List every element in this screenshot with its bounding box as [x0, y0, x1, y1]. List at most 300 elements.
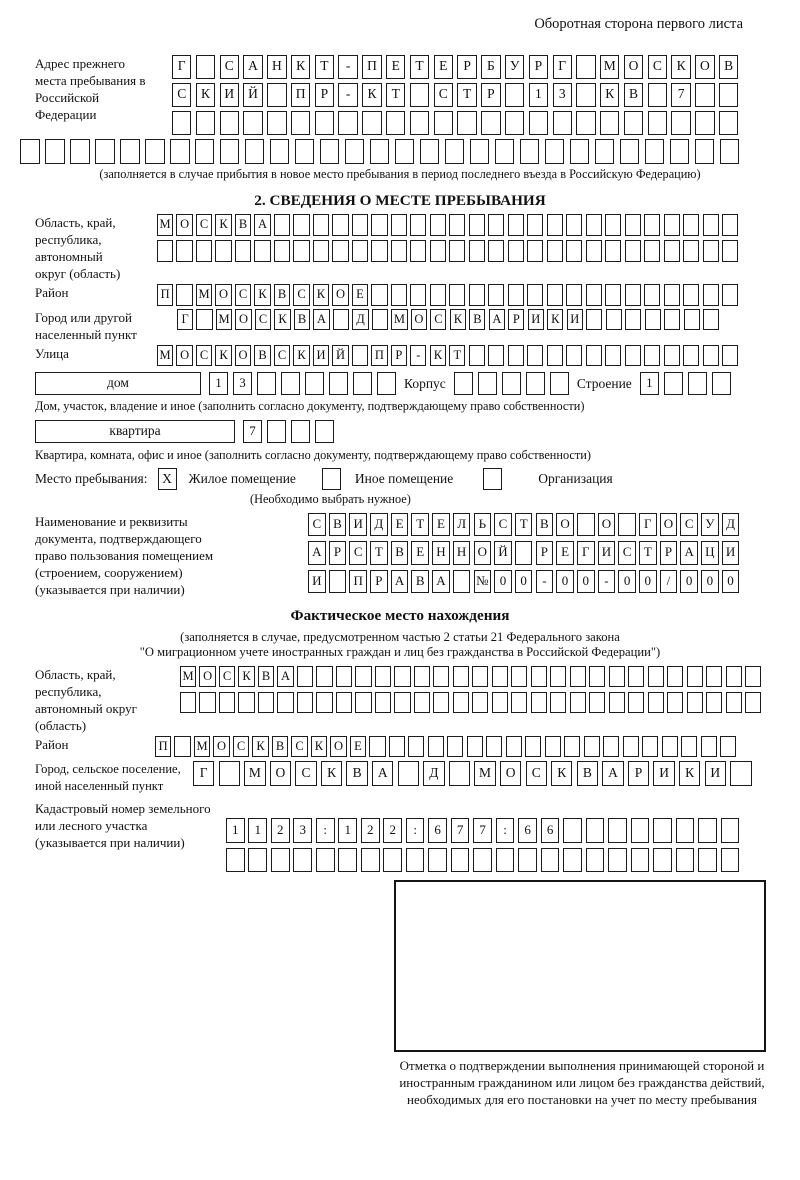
char-cell[interactable]: И	[349, 513, 367, 537]
char-cell[interactable]: 1	[226, 818, 245, 843]
char-cell[interactable]	[706, 666, 722, 688]
char-cell[interactable]: Д	[352, 309, 368, 331]
char-cell[interactable]: У	[701, 513, 719, 537]
char-cell[interactable]	[625, 284, 641, 306]
char-cell[interactable]: Т	[449, 345, 465, 367]
char-cell[interactable]: 1	[338, 818, 357, 843]
char-cell[interactable]: Р	[508, 309, 524, 331]
char-cell[interactable]: М	[157, 214, 173, 236]
char-cell[interactable]	[688, 372, 707, 395]
char-cell[interactable]	[486, 736, 502, 758]
char-cell[interactable]: 7	[451, 818, 470, 843]
char-cell[interactable]	[584, 736, 600, 758]
char-cell[interactable]	[305, 372, 324, 395]
char-cell[interactable]: М	[474, 761, 495, 786]
char-cell[interactable]	[511, 666, 527, 688]
char-cell[interactable]	[570, 692, 586, 714]
char-cell[interactable]: 0	[618, 570, 636, 594]
char-cell[interactable]	[586, 345, 602, 367]
char-cell[interactable]	[410, 111, 429, 135]
char-cell[interactable]: И	[705, 761, 726, 786]
char-cell[interactable]	[642, 736, 658, 758]
char-cell[interactable]	[547, 214, 563, 236]
char-cell[interactable]: О	[176, 345, 192, 367]
char-cell[interactable]	[391, 284, 407, 306]
char-cell[interactable]	[662, 736, 678, 758]
char-cell[interactable]	[576, 55, 595, 79]
char-cell[interactable]: С	[274, 345, 290, 367]
char-cell[interactable]	[706, 692, 722, 714]
char-cell[interactable]: Й	[494, 541, 512, 565]
char-cell[interactable]	[703, 309, 719, 331]
char-cell[interactable]: К	[600, 83, 619, 107]
char-cell[interactable]	[511, 692, 527, 714]
char-cell[interactable]: П	[362, 55, 381, 79]
char-cell[interactable]	[316, 666, 332, 688]
char-cell[interactable]	[605, 345, 621, 367]
char-cell[interactable]: А	[243, 55, 262, 79]
char-cell[interactable]: К	[293, 345, 309, 367]
char-cell[interactable]: К	[679, 761, 700, 786]
char-cell[interactable]	[608, 848, 627, 873]
char-cell[interactable]: Т	[639, 541, 657, 565]
char-cell[interactable]	[525, 736, 541, 758]
char-cell[interactable]	[628, 692, 644, 714]
char-cell[interactable]	[394, 692, 410, 714]
char-cell[interactable]: Т	[386, 83, 405, 107]
char-cell[interactable]: В	[411, 570, 429, 594]
char-cell[interactable]	[681, 736, 697, 758]
char-cell[interactable]	[730, 761, 751, 786]
char-cell[interactable]	[695, 111, 714, 135]
char-cell[interactable]	[352, 214, 368, 236]
char-cell[interactable]	[527, 345, 543, 367]
char-cell[interactable]	[172, 111, 191, 135]
char-cell[interactable]	[595, 139, 615, 164]
char-cell[interactable]: О	[500, 761, 521, 786]
char-cell[interactable]	[430, 214, 446, 236]
char-cell[interactable]: 1	[529, 83, 548, 107]
char-cell[interactable]	[609, 692, 625, 714]
char-cell[interactable]: М	[196, 284, 212, 306]
char-cell[interactable]	[196, 309, 212, 331]
char-cell[interactable]	[220, 139, 240, 164]
char-cell[interactable]: В	[719, 55, 738, 79]
char-cell[interactable]	[722, 345, 738, 367]
char-cell[interactable]: Г	[172, 55, 191, 79]
char-cell[interactable]: Р	[329, 541, 347, 565]
char-cell[interactable]: -	[536, 570, 554, 594]
char-cell[interactable]: С	[295, 761, 316, 786]
char-cell[interactable]	[293, 848, 312, 873]
char-cell[interactable]	[720, 139, 740, 164]
char-cell[interactable]: 6	[541, 818, 560, 843]
char-cell[interactable]: Й	[243, 83, 262, 107]
char-cell[interactable]	[120, 139, 140, 164]
char-cell[interactable]	[664, 372, 683, 395]
char-cell[interactable]	[469, 284, 485, 306]
char-cell[interactable]: 0	[639, 570, 657, 594]
char-cell[interactable]	[518, 848, 537, 873]
char-cell[interactable]	[430, 240, 446, 262]
char-cell[interactable]: 3	[233, 372, 252, 395]
char-cell[interactable]	[433, 666, 449, 688]
char-cell[interactable]: С	[430, 309, 446, 331]
char-cell[interactable]	[631, 848, 650, 873]
char-cell[interactable]: К	[321, 761, 342, 786]
char-cell[interactable]	[180, 692, 196, 714]
char-cell[interactable]: С	[526, 761, 547, 786]
char-cell[interactable]: Е	[391, 513, 409, 537]
char-cell[interactable]: О	[176, 214, 192, 236]
char-cell[interactable]: Е	[350, 736, 366, 758]
char-cell[interactable]	[157, 240, 173, 262]
char-cell[interactable]	[428, 736, 444, 758]
char-cell[interactable]	[667, 666, 683, 688]
char-cell[interactable]	[226, 848, 245, 873]
char-cell[interactable]	[353, 372, 372, 395]
char-cell[interactable]	[472, 692, 488, 714]
char-cell[interactable]: Н	[453, 541, 471, 565]
char-cell[interactable]	[698, 848, 717, 873]
char-cell[interactable]	[726, 692, 742, 714]
char-cell[interactable]	[586, 848, 605, 873]
char-cell[interactable]: С	[293, 284, 309, 306]
char-cell[interactable]	[698, 818, 717, 843]
char-cell[interactable]	[624, 111, 643, 135]
char-cell[interactable]	[371, 240, 387, 262]
char-cell[interactable]	[447, 736, 463, 758]
char-cell[interactable]: Р	[370, 570, 388, 594]
char-cell[interactable]: Д	[423, 761, 444, 786]
char-cell[interactable]	[589, 692, 605, 714]
char-cell[interactable]: -	[598, 570, 616, 594]
char-cell[interactable]	[695, 83, 714, 107]
char-cell[interactable]: В	[258, 666, 274, 688]
char-cell[interactable]	[553, 111, 572, 135]
char-cell[interactable]	[488, 345, 504, 367]
char-cell[interactable]: О	[411, 309, 427, 331]
char-cell[interactable]	[683, 345, 699, 367]
char-cell[interactable]	[170, 139, 190, 164]
char-cell[interactable]: С	[255, 309, 271, 331]
char-cell[interactable]: 0	[556, 570, 574, 594]
char-cell[interactable]: 0	[494, 570, 512, 594]
char-cell[interactable]: /	[660, 570, 678, 594]
char-cell[interactable]	[199, 692, 215, 714]
char-cell[interactable]	[389, 736, 405, 758]
char-cell[interactable]: В	[577, 761, 598, 786]
char-cell[interactable]: 7	[671, 83, 690, 107]
char-cell[interactable]	[701, 736, 717, 758]
char-cell[interactable]	[472, 666, 488, 688]
char-cell[interactable]: С	[196, 345, 212, 367]
char-cell[interactable]	[410, 214, 426, 236]
char-cell[interactable]: К	[671, 55, 690, 79]
char-cell[interactable]	[695, 139, 715, 164]
char-cell[interactable]: Е	[432, 513, 450, 537]
char-cell[interactable]: Р	[529, 55, 548, 79]
char-cell[interactable]	[291, 420, 310, 443]
char-cell[interactable]: Л	[453, 513, 471, 537]
char-cell[interactable]: 6	[518, 818, 537, 843]
char-cell[interactable]: О	[199, 666, 215, 688]
char-cell[interactable]: К	[196, 83, 215, 107]
char-cell[interactable]	[618, 513, 636, 537]
char-cell[interactable]	[644, 345, 660, 367]
char-cell[interactable]: -	[410, 345, 426, 367]
char-cell[interactable]: Т	[457, 83, 476, 107]
char-cell[interactable]	[336, 666, 352, 688]
char-cell[interactable]	[277, 692, 293, 714]
char-cell[interactable]: П	[349, 570, 367, 594]
char-cell[interactable]: А	[680, 541, 698, 565]
char-cell[interactable]: А	[602, 761, 623, 786]
char-cell[interactable]	[620, 139, 640, 164]
char-cell[interactable]	[586, 818, 605, 843]
char-cell[interactable]	[291, 111, 310, 135]
char-cell[interactable]	[676, 818, 695, 843]
char-cell[interactable]: О	[235, 309, 251, 331]
char-cell[interactable]: М	[244, 761, 265, 786]
char-cell[interactable]	[527, 240, 543, 262]
char-cell[interactable]	[145, 139, 165, 164]
char-cell[interactable]	[576, 83, 595, 107]
char-cell[interactable]: С	[680, 513, 698, 537]
char-cell[interactable]	[313, 214, 329, 236]
char-cell[interactable]	[428, 848, 447, 873]
char-cell[interactable]	[297, 666, 313, 688]
char-cell[interactable]: С	[434, 83, 453, 107]
char-cell[interactable]: А	[277, 666, 293, 688]
char-cell[interactable]	[687, 692, 703, 714]
char-cell[interactable]	[176, 284, 192, 306]
char-cell[interactable]: В	[294, 309, 310, 331]
char-cell[interactable]	[541, 848, 560, 873]
char-cell[interactable]	[745, 666, 761, 688]
char-cell[interactable]	[332, 214, 348, 236]
char-cell[interactable]	[220, 111, 239, 135]
char-cell[interactable]	[531, 666, 547, 688]
char-cell[interactable]	[453, 666, 469, 688]
char-cell[interactable]: И	[598, 541, 616, 565]
char-cell[interactable]	[383, 848, 402, 873]
char-cell[interactable]: М	[216, 309, 232, 331]
char-cell[interactable]	[454, 372, 473, 395]
char-cell[interactable]	[45, 139, 65, 164]
char-cell[interactable]	[605, 284, 621, 306]
char-cell[interactable]: М	[391, 309, 407, 331]
char-cell[interactable]	[586, 240, 602, 262]
char-cell[interactable]	[433, 692, 449, 714]
char-cell[interactable]	[644, 214, 660, 236]
char-cell[interactable]: И	[220, 83, 239, 107]
char-cell[interactable]	[664, 309, 680, 331]
char-cell[interactable]	[449, 284, 465, 306]
char-cell[interactable]: О	[332, 284, 348, 306]
checkbox-other-premises[interactable]	[322, 468, 341, 490]
char-cell[interactable]: С	[220, 55, 239, 79]
char-cell[interactable]	[684, 309, 700, 331]
char-cell[interactable]	[297, 692, 313, 714]
char-cell[interactable]: :	[406, 818, 425, 843]
char-cell[interactable]	[370, 139, 390, 164]
char-cell[interactable]: К	[430, 345, 446, 367]
char-cell[interactable]: А	[432, 570, 450, 594]
char-cell[interactable]	[271, 848, 290, 873]
char-cell[interactable]	[391, 240, 407, 262]
char-cell[interactable]	[531, 692, 547, 714]
char-cell[interactable]	[603, 736, 619, 758]
char-cell[interactable]: К	[291, 55, 310, 79]
char-cell[interactable]	[267, 83, 286, 107]
char-cell[interactable]	[671, 111, 690, 135]
char-cell[interactable]	[394, 666, 410, 688]
char-cell[interactable]: :	[316, 818, 335, 843]
char-cell[interactable]: П	[291, 83, 310, 107]
char-cell[interactable]	[745, 692, 761, 714]
char-cell[interactable]	[648, 666, 664, 688]
char-cell[interactable]	[414, 692, 430, 714]
char-cell[interactable]: С	[308, 513, 326, 537]
char-cell[interactable]: С	[196, 214, 212, 236]
char-cell[interactable]	[257, 372, 276, 395]
char-cell[interactable]	[362, 111, 381, 135]
char-cell[interactable]	[712, 372, 731, 395]
char-cell[interactable]: С	[219, 666, 235, 688]
char-cell[interactable]	[492, 666, 508, 688]
char-cell[interactable]: Е	[411, 541, 429, 565]
char-cell[interactable]: О	[556, 513, 574, 537]
checkbox-organization[interactable]	[483, 468, 502, 490]
char-cell[interactable]: 0	[515, 570, 533, 594]
char-cell[interactable]	[719, 111, 738, 135]
char-cell[interactable]	[586, 214, 602, 236]
char-cell[interactable]: К	[450, 309, 466, 331]
char-cell[interactable]	[410, 83, 429, 107]
char-cell[interactable]	[676, 848, 695, 873]
char-cell[interactable]: Е	[352, 284, 368, 306]
char-cell[interactable]	[515, 541, 533, 565]
char-cell[interactable]	[623, 736, 639, 758]
char-cell[interactable]: М	[157, 345, 173, 367]
char-cell[interactable]: И	[313, 345, 329, 367]
char-cell[interactable]	[683, 284, 699, 306]
char-cell[interactable]	[550, 666, 566, 688]
char-cell[interactable]	[449, 761, 470, 786]
char-cell[interactable]: О	[330, 736, 346, 758]
char-cell[interactable]	[566, 284, 582, 306]
char-cell[interactable]: 1	[248, 818, 267, 843]
char-cell[interactable]: Т	[411, 513, 429, 537]
char-cell[interactable]: О	[474, 541, 492, 565]
char-cell[interactable]	[664, 214, 680, 236]
char-cell[interactable]	[196, 55, 215, 79]
char-cell[interactable]	[508, 240, 524, 262]
char-cell[interactable]: В	[254, 345, 270, 367]
char-cell[interactable]	[566, 214, 582, 236]
char-cell[interactable]: 2	[271, 818, 290, 843]
char-cell[interactable]	[235, 240, 251, 262]
char-cell[interactable]: Е	[386, 55, 405, 79]
char-cell[interactable]	[445, 139, 465, 164]
char-cell[interactable]	[195, 139, 215, 164]
char-cell[interactable]: К	[551, 761, 572, 786]
char-cell[interactable]	[355, 666, 371, 688]
char-cell[interactable]	[196, 111, 215, 135]
char-cell[interactable]: А	[254, 214, 270, 236]
char-cell[interactable]: 3	[293, 818, 312, 843]
char-cell[interactable]	[329, 570, 347, 594]
char-cell[interactable]	[270, 139, 290, 164]
char-cell[interactable]	[563, 848, 582, 873]
char-cell[interactable]	[648, 111, 667, 135]
char-cell[interactable]	[375, 666, 391, 688]
char-cell[interactable]: К	[362, 83, 381, 107]
char-cell[interactable]: А	[308, 541, 326, 565]
char-cell[interactable]	[608, 818, 627, 843]
char-cell[interactable]	[520, 139, 540, 164]
char-cell[interactable]: К	[215, 345, 231, 367]
char-cell[interactable]	[505, 111, 524, 135]
char-cell[interactable]: Е	[556, 541, 574, 565]
char-cell[interactable]	[488, 284, 504, 306]
char-cell[interactable]: Р	[536, 541, 554, 565]
char-cell[interactable]: В	[329, 513, 347, 537]
char-cell[interactable]: А	[391, 570, 409, 594]
char-cell[interactable]: В	[469, 309, 485, 331]
char-cell[interactable]: О	[215, 284, 231, 306]
char-cell[interactable]	[648, 692, 664, 714]
char-cell[interactable]	[20, 139, 40, 164]
char-cell[interactable]	[470, 139, 490, 164]
char-cell[interactable]	[545, 736, 561, 758]
char-cell[interactable]: О	[598, 513, 616, 537]
char-cell[interactable]: В	[235, 214, 251, 236]
char-cell[interactable]	[174, 736, 190, 758]
char-cell[interactable]: К	[311, 736, 327, 758]
char-cell[interactable]: Г	[177, 309, 193, 331]
char-cell[interactable]	[316, 692, 332, 714]
char-cell[interactable]: Т	[315, 55, 334, 79]
char-cell[interactable]: О	[660, 513, 678, 537]
char-cell[interactable]: -	[338, 55, 357, 79]
char-cell[interactable]: Г	[193, 761, 214, 786]
char-cell[interactable]	[254, 240, 270, 262]
char-cell[interactable]	[550, 692, 566, 714]
char-cell[interactable]: С	[291, 736, 307, 758]
char-cell[interactable]	[469, 240, 485, 262]
char-cell[interactable]	[653, 848, 672, 873]
char-cell[interactable]	[395, 139, 415, 164]
char-cell[interactable]	[670, 139, 690, 164]
char-cell[interactable]	[274, 240, 290, 262]
char-cell[interactable]: Д	[722, 513, 740, 537]
char-cell[interactable]	[492, 692, 508, 714]
char-cell[interactable]	[377, 372, 396, 395]
char-cell[interactable]: У	[505, 55, 524, 79]
char-cell[interactable]	[722, 240, 738, 262]
char-cell[interactable]	[653, 818, 672, 843]
char-cell[interactable]: С	[235, 284, 251, 306]
char-cell[interactable]: 0	[680, 570, 698, 594]
char-cell[interactable]	[502, 372, 521, 395]
char-cell[interactable]	[605, 240, 621, 262]
char-cell[interactable]	[719, 83, 738, 107]
char-cell[interactable]	[564, 736, 580, 758]
char-cell[interactable]: А	[489, 309, 505, 331]
char-cell[interactable]	[313, 240, 329, 262]
